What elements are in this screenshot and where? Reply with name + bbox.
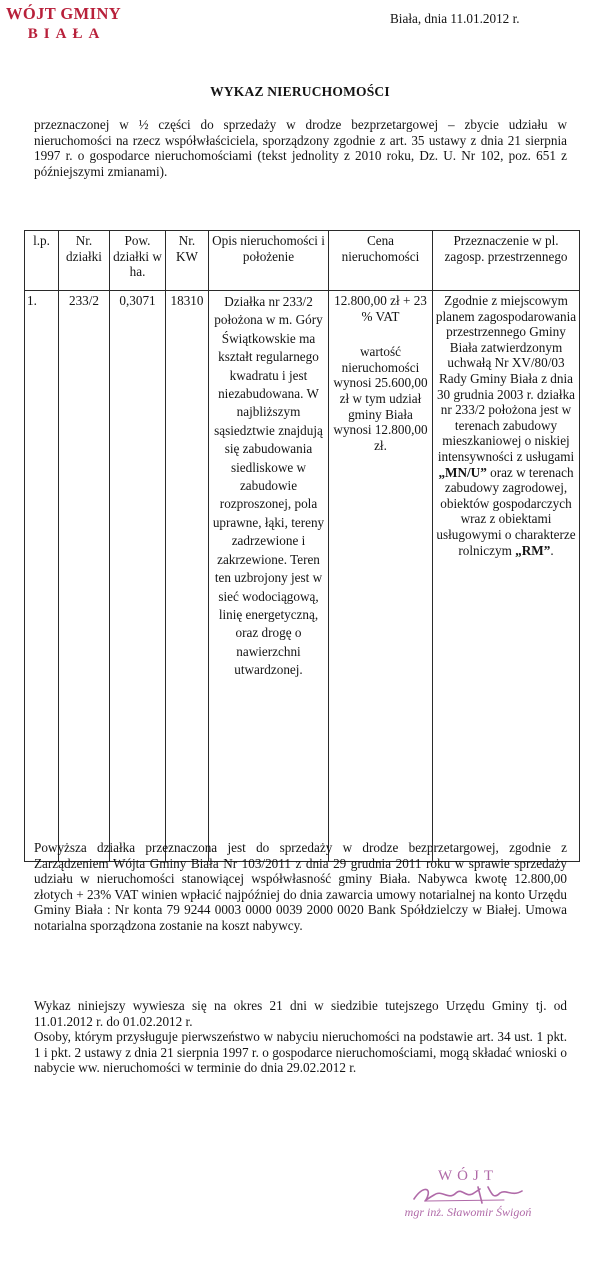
property-table [24, 230, 580, 862]
document-title: WYKAZ NIERUCHOMOŚCI [210, 84, 390, 99]
zoning-code-rm: „RM” [515, 542, 551, 558]
cell-land-register: 18310 [166, 291, 209, 862]
price-value-share: wartość nieruchomości wynosi 25.600,00 zł w tym udział gminy Biała wynosi 12.800,00 zł. [333, 344, 428, 453]
zoning-code-mnu: „MN/U” [438, 464, 487, 480]
zoning-text-2: oraz w terenach zabudowy zagrodowej, obiektów gospodarczych wraz z obiektami usługowymi o charakterze rolniczym [436, 464, 576, 558]
priority-rights-text: Osoby, którym przysługuje pierwszeństwo w nabyciu nieruchomości na podstawie art. 34 ust. 1 pkt. 1 i pkt. 2 ustawy z dnia 21 sierpnia 1997 r. o gospodarce nieruchomościami, mogą składać wnioski o nabycie ww. nieruchomości w terminie do dnia 29.02.2012 r. [34, 1029, 567, 1076]
place-and-date: Biała, dnia 11.01.2012 r. [390, 11, 520, 26]
zoning-text-1: Zgodnie z miejscowym planem zagospodarowania przestrzennego Gminy Biała zatwierdzonym uchwałą Nr XV/80/03 Rady Gminy Biała z dnia 30 grudnia 2003 r. działka nr 233/2 położona jest w terenach zabudowy mieszkaniowej o niskiej intensywności z usługami [435, 293, 577, 464]
cell-plot-number: 233/2 [59, 291, 110, 862]
header-plot-number: Nr. działki [59, 231, 110, 291]
stamp-line-1: WÓJT GMINY [6, 4, 122, 23]
header-plot-area: Pow. działki w ha. [110, 231, 166, 291]
table-row [25, 291, 580, 862]
cell-description: Działka nr 233/2 położona w m. Góry Świątkowskie ma kształt regularnego kwadratu i jest niezabudowana. W najbliższym sąsiedztwie znajdują się zabudowania siedliskowe w zabudowie rozproszonej, pola uprawne, łąki, tereny zadrzewione i zakrzewione. Teren ten uzbrojony jest w sieć wodociągową, linię energetyczną, oraz drogę o nawierzchni utwardzonej. [209, 291, 329, 862]
header-zoning-purpose: Przeznaczenie w pl. zagosp. przestrzennego [433, 231, 580, 291]
intro-paragraph: przeznaczonej w ½ części do sprzedaży w drodze bezprzetargowej – zbycie udziału w nieruchomości na rzecz współwłaściciela, sporządzony zgodnie z art. 35 ustawy z dnia 21 sierpnia 1997 r. o gospodarce nieruchomościami (tekst jednolity z 2010 roku, Dz. U. Nr 102, poz. 651 z późniejszymi zmianami). [34, 117, 567, 179]
header-land-register: Nr. KW [166, 231, 209, 291]
signatory-name: mgr inż. Sławomir Świgoń [404, 1205, 532, 1219]
table-header-row [25, 231, 580, 291]
zoning-text-3: . [550, 542, 554, 558]
signature-block [358, 1168, 578, 1220]
header-description: Opis nieruchomości i położenie [209, 231, 329, 291]
sale-conditions-paragraph: Powyższa działka przeznaczona jest do sprzedaży w drodze bezprzetargowej, zgodnie z Zarządzeniem Wójta Gminy Biała Nr 103/2011 z dnia 29 grudnia 2011 roku w sprawie sprzedaży udziału w nieruchomości stanowiącej współwłasność gminy Biała. Nabywca kwotę 12.800,00 złotych + 23% VAT winien wpłacić najpóźniej do dnia zawarcia umowy notarialnej na konto Urzędu Gminy Biała : Nr konta 79 9244 0003 0000 0039 2000 0020 Bank Spółdzielczy w Białej. Umowa notarialna sporządzona zostanie na koszt nabywcy. [34, 840, 567, 933]
office-stamp [6, 4, 121, 44]
cell-price [329, 291, 433, 862]
cell-plot-area: 0,3071 [110, 291, 166, 862]
signature-role: WÓJT [438, 1168, 498, 1184]
price-net: 12.800,00 zł + 23 % VAT [334, 293, 427, 324]
posting-paragraph [34, 998, 567, 1076]
stamp-line-2: BIAŁA [27, 26, 106, 42]
cell-zoning-purpose [433, 291, 580, 862]
header-price: Cena nieruchomości [329, 231, 433, 291]
posting-period-text: Wykaz niniejszy wywiesza się na okres 21 dni w siedzibie tutejszego Urzędu Gminy tj. od 11.01.2012 r. do 01.02.2012 r. [34, 998, 567, 1029]
cell-lp: 1. [25, 291, 59, 862]
header-lp: l.p. [25, 231, 59, 291]
